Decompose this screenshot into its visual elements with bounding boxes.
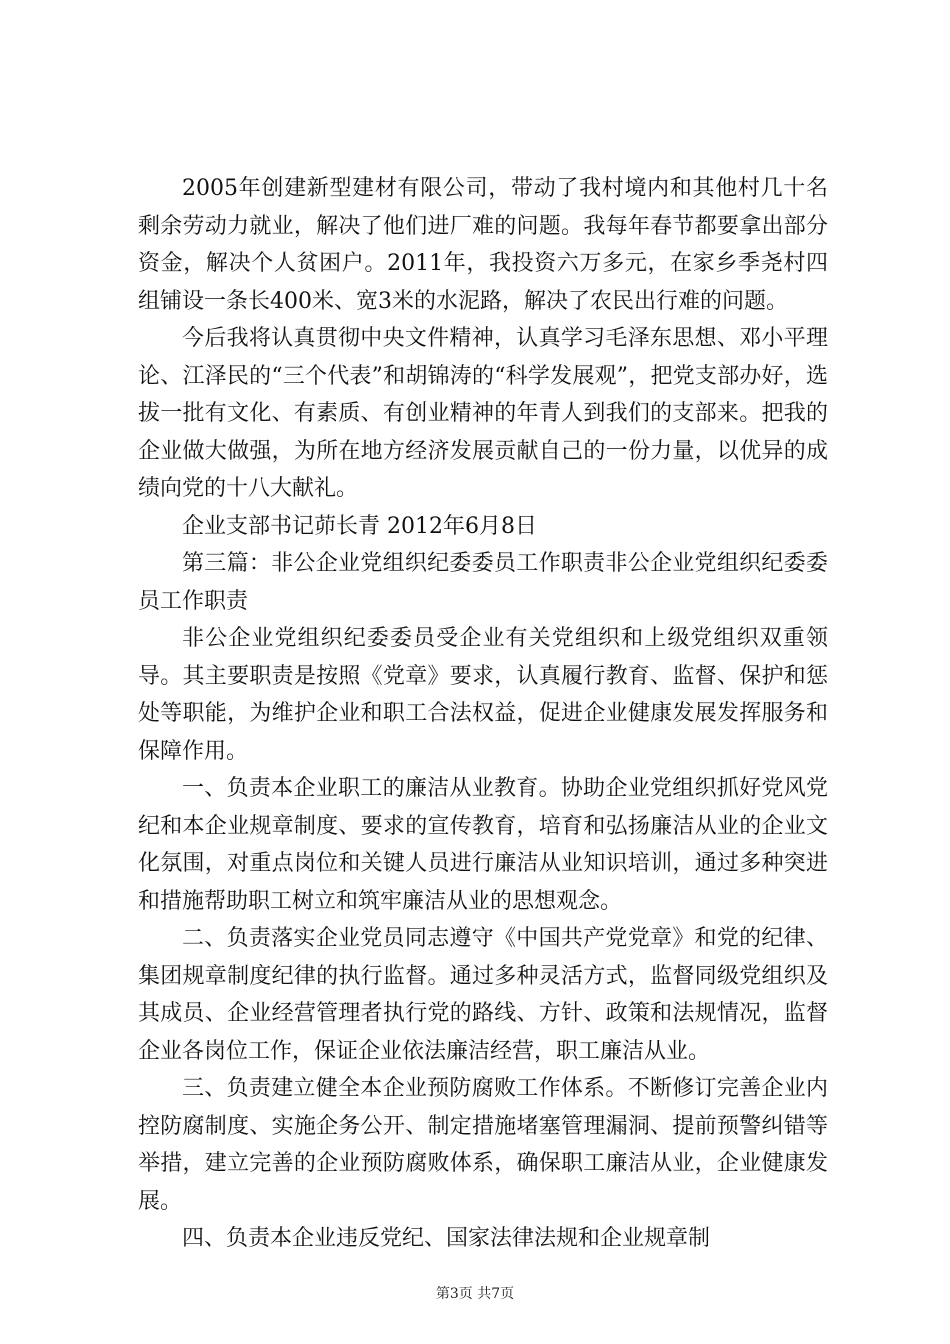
paragraph-duty-1: 一、负责本企业职工的廉洁从业教育。协助企业党组织抓好党风党纪和本企业规章制度、要求的宣传教育，培育和弘扬廉洁从业的企业文化氛围，对重点岗位和关键人员进行廉洁从业知识培训，通过多种突进和措施帮助职工树立和筑牢廉洁从业的思想观念。 bbox=[138, 776, 828, 914]
document-body bbox=[138, 170, 828, 1258]
paragraph-future-plans: 今后我将认真贯彻中央文件精神，认真学习毛泽东思想、邓小平理论、江泽民的“三个代表”和胡锦涛的“科学发展观”，把党支部办好，选拔一批有文化、有素质、有创业精神的年青人到我们的支部来。把我的企业做大做强，为所在地方经济发展贡献自己的一份力量，以优异的成绩向党的十八大献礼。 bbox=[138, 326, 828, 501]
page-footer bbox=[0, 1283, 950, 1303]
paragraph-intro-duties: 非公企业党组织纪委委员受企业有关党组织和上级党组织双重领导。其主要职责是按照《党章》要求，认真履行教育、监督、保护和惩处等职能，为维护企业和职工合法权益，促进企业健康发展发挥服务和保障作用。 bbox=[138, 626, 828, 764]
section-heading: 第三篇：非公企业党组织纪委委员工作职责非公企业党组织纪委委员工作职责 bbox=[138, 551, 828, 614]
signature-line: 企业支部书记茆长青 2012年6月8日 bbox=[182, 513, 537, 539]
paragraph-duty-3: 三、负责建立健全本企业预防腐败工作体系。不断修订完善企业内控防腐制度、实施企务公开、制定措施堵塞管理漏洞、提前预警纠错等举措，建立完善的企业预防腐败体系，确保职工廉洁从业，企业健康发展。 bbox=[138, 1076, 828, 1214]
paragraph-duty-2: 二、负责落实企业党员同志遵守《中国共产党党章》和党的纪律、集团规章制度纪律的执行监督。通过多种灵活方式，监督同级党组织及其成员、企业经营管理者执行党的路线、方针、政策和法规情况，监督企业各岗位工作，保证企业依法廉洁经营，职工廉洁从业。 bbox=[138, 926, 828, 1064]
paragraph-duty-4: 四、负责本企业违反党纪、国家法律法规和企业规章制 bbox=[182, 1226, 711, 1251]
page-number-label: 第3页 共7页 bbox=[435, 1286, 515, 1302]
paragraph-enterprise-history: 2005年创建新型建材有限公司，带动了我村境内和其他村几十名剩余劳动力就业，解决了他们进厂难的问题。我每年春节都要拿出部分资金，解决个人贫困户。2011年，我投资六万多元，在家乡季尧村四组铺设一条长400米、宽3米的水泥路，解决了农民出行难的问题。 bbox=[138, 176, 828, 314]
